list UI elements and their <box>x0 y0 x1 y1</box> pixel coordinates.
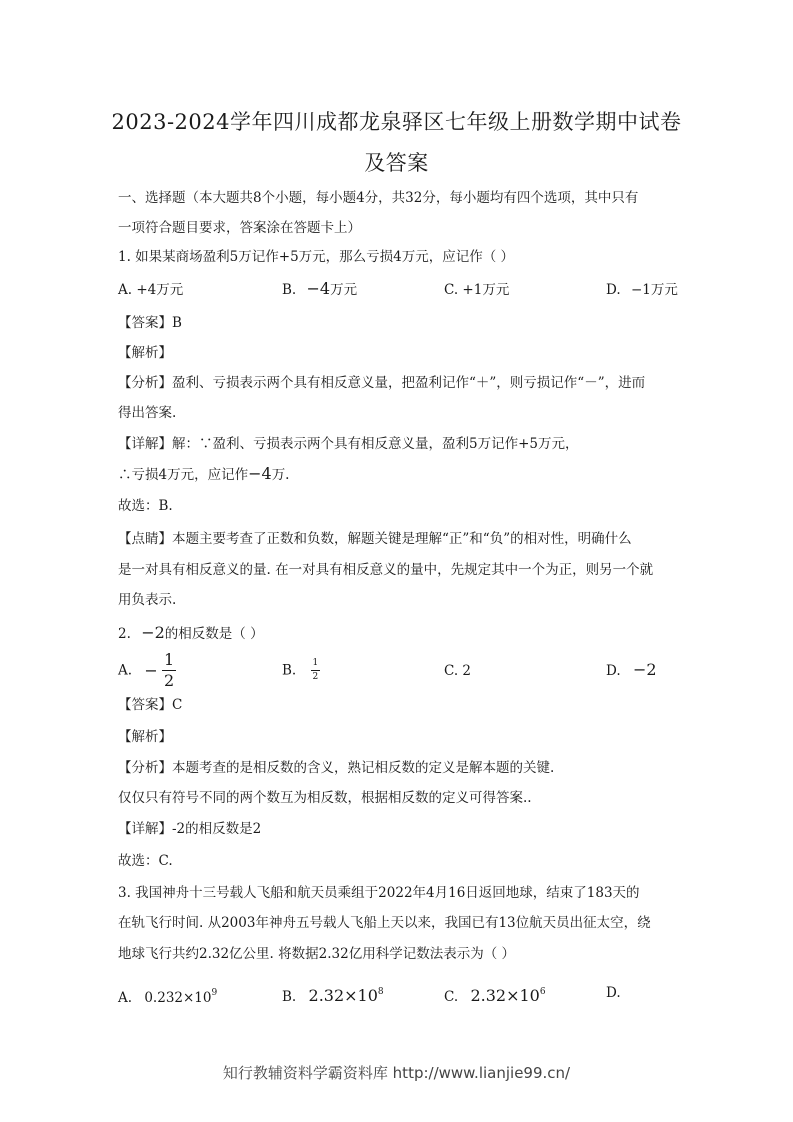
q2-analysis-line1: 【分析】本题考查的是相反数的含义，熟记相反数的定义是解本题的关键. <box>118 760 555 776</box>
q3-option-b-base: 2.32×10 <box>308 986 378 1005</box>
q2-option-b-fraction <box>311 659 321 682</box>
q3-option-c-label: C. <box>444 989 459 1005</box>
q2-option-a <box>118 652 176 689</box>
section-heading-line1: 一、选择题（本大题共8个小题，每小题4分，共32分，每小题均有四个选项，其中只有 <box>118 190 639 206</box>
q1-option-b-value: −4 <box>306 279 331 298</box>
q3-option-a-exponent: 9 <box>211 988 218 998</box>
q1-option-c: C. +1万元 <box>444 282 510 298</box>
doc-title-line2: 及答案 <box>364 151 429 175</box>
q1-detail-line2-value: −4 <box>248 464 272 483</box>
q1-detail-line2 <box>118 465 678 484</box>
q1-choose: 故选：B. <box>118 498 173 514</box>
q1-option-b-unit: 万元 <box>330 282 358 298</box>
q1-option-d-label: D. <box>606 282 621 298</box>
q1-option-b-label: B. <box>282 282 297 298</box>
q3-option-c <box>444 983 546 1006</box>
q3-option-c-exponent: 6 <box>539 987 546 997</box>
q2-option-b-label: B. <box>282 662 297 679</box>
q2-option-d <box>606 661 657 680</box>
q3-option-d: D. <box>606 985 621 1001</box>
q2-option-d-value: −2 <box>632 660 657 679</box>
section-heading-line2: 一项符合题目要求，答案涂在答题卡上） <box>118 220 361 236</box>
q2-option-b <box>282 659 320 682</box>
q1-detail-line1: 【详解】解：∵盈利、亏损表示两个具有相反意义量，盈利5万记作+5万元， <box>118 436 579 452</box>
q2-analysis-line2: 仅仅只有符号不同的两个数互为相反数，根据相反数的定义可得答案.. <box>118 790 532 806</box>
q1-summary-line1: 【点睛】本题主要考查了正数和负数，解题关键是理解“正”和“负”的相对性，明确什么 <box>118 531 632 547</box>
q1-option-a: A. +4万元 <box>118 282 184 298</box>
q2-option-a-sign: − <box>144 660 158 680</box>
footer-watermark: 知行教辅资料学霸资料库 http://www.lianjie99.cn/ <box>222 1064 571 1082</box>
q3-stem-line3: 地球飞行共约2.32亿公里. 将数据2.32亿用科学记数法表示为（ ） <box>118 946 515 962</box>
q1-analysis-line1: 【分析】盈利、亏损表示两个具有相反意义量，把盈利记作“＋”，则亏损记作“－”，进而 <box>118 375 646 391</box>
q3-stem-line1: 3. 我国神舟十三号载人飞船和航天员乘组于2022年4月16日返回地球，结束了183天的 <box>118 885 640 901</box>
q3-option-b-exponent: 8 <box>377 987 384 997</box>
q2-option-d-label: D. <box>606 663 621 679</box>
q1-summary-line3: 用负表示. <box>118 592 177 608</box>
q2-stem-value: −2 <box>141 623 165 642</box>
q2-option-a-label: A. <box>118 662 133 679</box>
q1-option-b <box>282 280 357 299</box>
q2-option-a-fraction <box>162 652 176 689</box>
q1-answer: 【答案】B <box>118 315 182 331</box>
q2-stem-text: 的相反数是（ ） <box>164 626 264 642</box>
q1-analysis-line2: 得出答案. <box>118 405 177 421</box>
q2-stem <box>118 624 678 643</box>
q3-option-b-label: B. <box>282 989 297 1005</box>
q2-option-a-numerator: 1 <box>164 650 175 669</box>
q2-stem-number: 2. <box>118 626 131 642</box>
q2-option-b-denominator: 2 <box>312 672 319 682</box>
q2-choose: 故选：C. <box>118 853 173 869</box>
q1-detail-line2-post: 万. <box>271 467 290 483</box>
q1-stem: 1. 如果某商场盈利5万记作+5万元，那么亏损4万元，应记作（ ） <box>118 249 515 265</box>
q2-option-b-numerator: 1 <box>311 659 321 671</box>
q2-answer: 【答案】C <box>118 697 183 713</box>
q3-option-a-label: A. <box>118 990 133 1006</box>
q1-analysis-label: 【解析】 <box>118 345 172 361</box>
q2-detail: 【详解】-2的相反数是2 <box>118 821 262 837</box>
q1-detail-line2-pre: ∴亏损4万元，应记作 <box>118 467 249 483</box>
q2-option-c: C. 2 <box>444 663 472 679</box>
q3-option-b <box>282 983 384 1006</box>
q3-option-c-base: 2.32×10 <box>470 986 540 1005</box>
q2-analysis-label: 【解析】 <box>118 729 172 745</box>
q2-option-a-denominator: 2 <box>164 671 175 690</box>
q3-option-a <box>118 984 217 1007</box>
q1-option-d-value: −1 <box>630 282 651 298</box>
q3-stem-line2: 在轨飞行时间. 从2003年神舟五号载人飞船上天以来，我国已有13位航天员出征太空，绕 <box>118 915 651 931</box>
q1-summary-line2: 是一对具有相反意义的量. 在一对具有相反意义的量中，先规定其中一个为正，则另一个就 <box>118 562 654 578</box>
q1-option-d-unit: 万元 <box>650 282 678 298</box>
doc-title-line1: 2023-2024学年四川成都龙泉驿区七年级上册数学期中试卷 <box>111 110 682 134</box>
q3-option-a-base: 0.232×10 <box>144 990 212 1006</box>
q1-option-d <box>606 281 678 299</box>
